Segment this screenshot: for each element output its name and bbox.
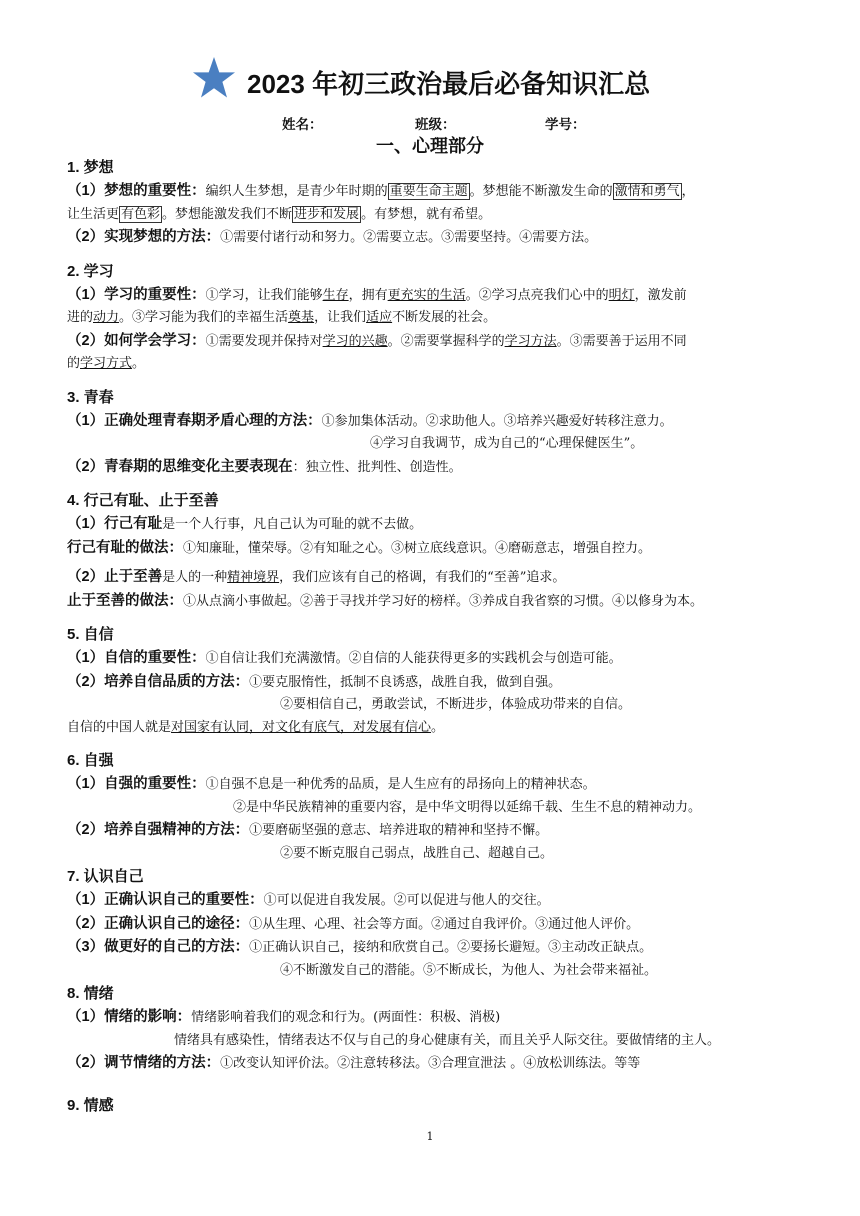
text: ，拥有 bbox=[348, 287, 388, 303]
paragraph bbox=[67, 717, 799, 740]
item-label: （1）行己有耻 bbox=[67, 516, 163, 532]
paragraph-continued: ②要相信自己，勇敢尝试，不断进步，体验成功带来的自信。 bbox=[280, 697, 632, 712]
paragraph bbox=[67, 284, 799, 308]
paragraph-continued: ②要不断克服自己弱点，战胜自己、超越自己。 bbox=[280, 845, 554, 861]
item-label: （1）正确认识自己的重要性： bbox=[67, 892, 264, 908]
paragraph bbox=[67, 1052, 799, 1076]
text: 编织人生梦想，是青少年时期的 bbox=[205, 184, 388, 199]
content bbox=[67, 156, 799, 1118]
class-label: 班级： bbox=[415, 117, 456, 132]
paragraph bbox=[67, 647, 799, 671]
item-label: （2）调节情绪的方法： bbox=[67, 1055, 221, 1071]
paragraph bbox=[67, 590, 799, 614]
paragraph bbox=[67, 819, 799, 843]
part-title: 一、心理部分 bbox=[376, 136, 484, 156]
paragraph bbox=[67, 671, 799, 695]
item-label: （1）学习的重要性： bbox=[67, 286, 206, 303]
boxed-term: 激情和勇气 bbox=[614, 184, 680, 199]
text: ①知廉耻，懂荣辱。②有知耻之心。③树立底线意识。④磨砺意志，增强自控力。 bbox=[183, 540, 652, 556]
text: ①需要付诸行动和努力。②需要立志。③需要坚持。④需要方法。 bbox=[220, 230, 598, 245]
text: ， bbox=[681, 184, 695, 199]
paragraph bbox=[67, 330, 799, 354]
paragraph-continued: 情绪具有感染性，情绪表达不仅与自己的身心健康有关，而且关乎人际交往。要做情绪的主人。 bbox=[174, 1032, 721, 1048]
paragraph bbox=[67, 226, 799, 250]
text: ，我们应该有自己的格调，有我们的“至善”追求。 bbox=[279, 570, 566, 585]
paragraph bbox=[67, 566, 799, 590]
boxed-term: 重要生命主题 bbox=[389, 184, 468, 199]
boxed-term: 有色彩 bbox=[121, 206, 161, 222]
section-heading-dream: 1. 梦想 bbox=[67, 159, 114, 176]
section-heading-self-strength: 6. 自强 bbox=[67, 752, 114, 769]
item-label: （1）自信的重要性： bbox=[67, 650, 206, 666]
paragraph bbox=[67, 913, 799, 937]
text: ，激发前 bbox=[634, 287, 687, 303]
text: 情绪影响着我们的观念和行为。(两面性：积极、消极) bbox=[191, 1010, 501, 1025]
text: ①需要发现并保持对 bbox=[205, 333, 323, 349]
paragraph bbox=[67, 936, 799, 960]
paragraph bbox=[67, 456, 799, 480]
paragraph bbox=[67, 889, 799, 913]
section-heading-study: 2. 学习 bbox=[67, 262, 114, 280]
underlined-term: 学习方式 bbox=[80, 356, 133, 371]
underlined-term: 生存 bbox=[322, 287, 349, 303]
item-label: （2）止于至善 bbox=[67, 569, 163, 585]
item-label: （2）正确认识自己的途径： bbox=[67, 915, 250, 932]
text: ①参加集体活动。②求助他人。③培养兴趣爱好转移注意力。 bbox=[321, 413, 673, 429]
paragraph bbox=[67, 1006, 799, 1030]
text: 。②需要掌握科学的 bbox=[387, 333, 505, 349]
text: 是人的一种 bbox=[162, 570, 228, 585]
underlined-term: 更充实的生活 bbox=[387, 287, 466, 303]
item-label: （1）梦想的重要性： bbox=[67, 183, 206, 199]
underlined-term: 奠基 bbox=[288, 310, 315, 325]
underlined-term: 动力 bbox=[93, 310, 120, 325]
text: 。③学习能为我们的幸福生活 bbox=[119, 310, 289, 325]
item-label: （1）自强的重要性： bbox=[67, 776, 206, 792]
text: 进的 bbox=[67, 310, 94, 325]
name-label: 姓名： bbox=[282, 117, 323, 132]
text: ①学习，让我们能够 bbox=[205, 287, 323, 303]
item-label: （2）实现梦想的方法： bbox=[67, 229, 221, 245]
item-label: （2）培养自强精神的方法： bbox=[67, 822, 250, 838]
paragraph bbox=[67, 410, 799, 434]
text: 。有梦想，就有希望。 bbox=[361, 206, 492, 222]
item-label: （3）做更好的自己的方法： bbox=[67, 939, 250, 955]
student-id-label: 学号： bbox=[545, 117, 586, 132]
text: ①自强不息是一种优秀的品质，是人生应有的昂扬向上的精神状态。 bbox=[205, 777, 596, 792]
title-row bbox=[0, 56, 860, 106]
item-label: （1）正确处理青春期矛盾心理的方法： bbox=[67, 412, 322, 429]
section-heading-confidence: 5. 自信 bbox=[67, 626, 114, 643]
text: ①从点滴小事做起。②善于寻找并学习好的榜样。③养成自我省察的习惯。④以修身为本。 bbox=[183, 593, 704, 609]
section-heading-feeling: 9. 情感 bbox=[67, 1096, 114, 1114]
text: 自信的中国人就是 bbox=[67, 719, 172, 735]
underlined-term: 适应 bbox=[366, 310, 393, 325]
section-heading-emotion: 8. 情绪 bbox=[67, 985, 114, 1002]
paragraph-continued: ④不断激发自己的潜能。⑤不断成长，为他人、为社会带来福祉。 bbox=[280, 962, 658, 978]
text: ①正确认识自己，接纳和欣赏自己。②要扬长避短。③主动改正缺点。 bbox=[249, 940, 653, 955]
section-heading-youth: 3. 青春 bbox=[67, 388, 114, 406]
text: ①要磨砺坚强的意志、培养进取的精神和坚持不懈。 bbox=[249, 823, 549, 838]
text: 让生活更 bbox=[67, 206, 120, 222]
text: ，让我们 bbox=[314, 310, 367, 325]
text: 。 bbox=[132, 356, 146, 371]
underlined-term: 学习方法 bbox=[504, 333, 557, 349]
text: ①改变认知评价法。②注意转移法。③合理宣泄法 。④放松训练法。等等 bbox=[220, 1056, 641, 1071]
item-label: （2）如何学会学习： bbox=[67, 332, 206, 349]
star-icon bbox=[192, 56, 236, 100]
text: ：独立性、批判性、创造性。 bbox=[292, 459, 462, 475]
section-heading-know-yourself: 7. 认识自己 bbox=[67, 868, 144, 885]
paragraph bbox=[67, 307, 799, 330]
text: 。梦想能激发我们不断 bbox=[162, 206, 293, 222]
page-title: 2023 年初三政治最后必备知识汇总 bbox=[247, 69, 651, 99]
text: 是一个人行事，凡自己认为可耻的就不去做。 bbox=[162, 517, 423, 532]
text: 不断发展的社会。 bbox=[392, 310, 497, 325]
item-label: （2）青春期的思维变化主要表现在 bbox=[67, 458, 293, 475]
item-label: 行己有耻的做法： bbox=[67, 539, 183, 556]
boxed-term: 进步和发展 bbox=[294, 206, 360, 222]
text: ①从生理、心理、社会等方面。②通过自我评价。③通过他人评价。 bbox=[249, 916, 640, 932]
paragraph bbox=[67, 773, 799, 797]
text: ①可以促进自我发展。②可以促进与他人的交往。 bbox=[263, 893, 550, 908]
page-number: 1 bbox=[426, 1130, 434, 1143]
item-label: 止于至善的做法： bbox=[67, 592, 183, 609]
text: 的 bbox=[67, 356, 81, 371]
paragraph bbox=[67, 180, 799, 204]
paragraph bbox=[67, 204, 799, 227]
paragraph-continued: ④学习自我调节，成为自己的“心理保健医生”。 bbox=[370, 436, 644, 451]
item-label: （1）情绪的影响： bbox=[67, 1009, 192, 1025]
section-heading-shame-goodness: 4. 行己有耻、止于至善 bbox=[67, 492, 219, 509]
underlined-term: 对国家有认同，对文化有底气，对发展有信心 bbox=[171, 719, 432, 735]
paragraph bbox=[67, 537, 799, 561]
underlined-term: 明灯 bbox=[608, 287, 635, 303]
text: 。 bbox=[431, 719, 445, 735]
text: 。②学习点亮我们心中的 bbox=[465, 287, 609, 303]
text: 。梦想能不断激发生命的 bbox=[469, 184, 613, 199]
text: ①要克服惰性，抵制不良诱惑，战胜自我，做到自强。 bbox=[249, 674, 562, 690]
text: 。③需要善于运用不同 bbox=[556, 333, 687, 349]
underlined-term: 学习的兴趣 bbox=[322, 333, 388, 349]
paragraph bbox=[67, 513, 799, 537]
underlined-term: 精神境界 bbox=[227, 570, 280, 585]
text: ①自信让我们充满激情。②自信的人能获得更多的实践机会与创造可能。 bbox=[205, 651, 622, 666]
paragraph-continued: ②是中华民族精神的重要内容，是中华文明得以延绵千载、生生不息的精神动力。 bbox=[233, 799, 702, 815]
paragraph bbox=[67, 353, 799, 376]
item-label: （2）培养自信品质的方法： bbox=[67, 673, 250, 690]
